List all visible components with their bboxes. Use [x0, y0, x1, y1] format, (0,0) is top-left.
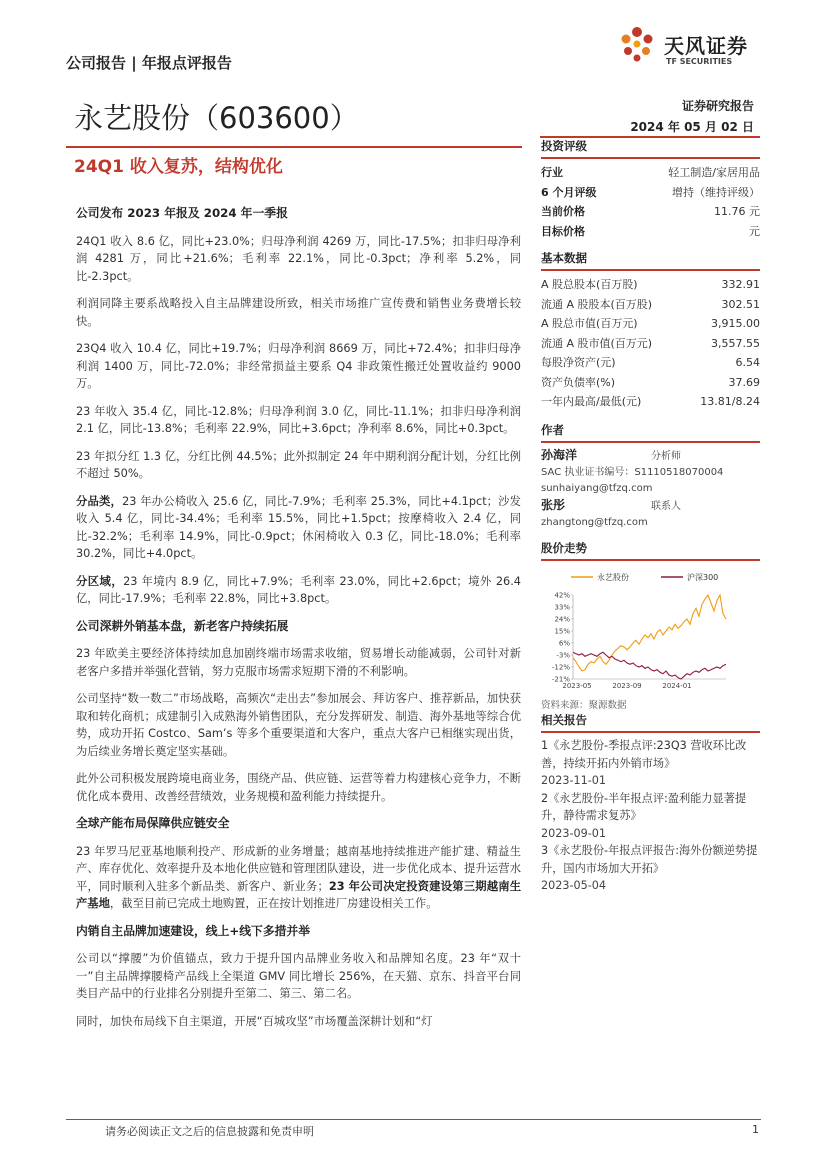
- y-tick-label: -3%: [556, 651, 570, 660]
- related-report-date: 2023-09-01: [541, 826, 607, 840]
- page-number: 1: [752, 1123, 759, 1136]
- paragraph: [76, 493, 521, 563]
- author-name: 张彤: [541, 498, 566, 512]
- basic-data-row: [541, 353, 760, 373]
- paragraph-text: 23 年办公椅收入 25.6 亿，同比-7.9%；毛利率 25.3%，同比+4.1pct；沙发收入 5.4 亿，同比-34.4%；毛利率 15.5%，同比+1.5pct；按摩椅收入 2.4 亿，同比-32.2%；毛利率 14.9%，同比-0.9pct；休闲椅收入 0.3 亿，同比-18.0%；毛利率 30.2%，同比+4.0pct。: [76, 494, 521, 560]
- authors-panel: [541, 422, 760, 531]
- footer-divider: [66, 1119, 761, 1120]
- rating-value: 轻工制造/家居用品: [668, 166, 760, 179]
- report-date: 2024 年 05 月 02 日: [630, 120, 754, 134]
- basic-data-panel: [541, 250, 760, 412]
- basic-data-row: [541, 392, 760, 412]
- basic-data-key: A 股总市值(百万元): [541, 317, 638, 330]
- x-tick-label: 2023-05: [562, 682, 592, 690]
- y-tick-label: 33%: [554, 603, 570, 612]
- price-chart-panel: [541, 540, 760, 711]
- rating-panel: [541, 138, 760, 241]
- rating-key: 6 个月评级: [541, 185, 597, 199]
- series-line: [573, 652, 726, 679]
- logo-flower-icon: [614, 22, 660, 68]
- section-title: 公司发布 2023 年报及 2024 年一季报: [76, 206, 288, 220]
- related-report-title[interactable]: 1《永艺股份-季报点评:23Q3 营收环比改善，持续开拓内外销市场》: [541, 739, 747, 770]
- author-email[interactable]: zhangtong@tfzq.com: [541, 517, 648, 528]
- basic-data-key: 流通 A 股市值(百万元): [541, 336, 653, 350]
- rating-key: 当前价格: [541, 205, 585, 218]
- y-tick-label: 6%: [558, 639, 570, 648]
- basic-data-value: 302.51: [721, 297, 760, 311]
- related-report-title[interactable]: 3《永艺股份-年报点评报告:海外份额逆势提升，国内市场加大开拓》: [541, 844, 758, 875]
- rating-row: [541, 163, 760, 183]
- basic-data-row: [541, 275, 760, 295]
- related-title: 相关报告: [541, 712, 760, 733]
- paragraph-text: 23 年罗马尼亚基地顺利投产、形成新的业务增量；越南基地持续推进产能扩建、精益生产、库存优化、效率提升及本地化供应链和管理团队建设，进一步优化成本、提升运营水平，同时顺利入驻多个新品类、新客户、新业务；: [76, 844, 521, 893]
- rating-row: [541, 222, 760, 242]
- basic-data-key: A 股总股本(百万股): [541, 278, 638, 291]
- basic-data-key: 每股净资产(元): [541, 356, 616, 369]
- main-body: [76, 205, 521, 1040]
- paragraph: [76, 573, 521, 608]
- basic-data-row: [541, 334, 760, 354]
- basic-data-value: 3,557.55: [711, 336, 760, 350]
- y-tick-label: 24%: [554, 615, 570, 624]
- section-title: 公司深耕外销基本盘，新老客户持续拓展: [76, 618, 289, 633]
- paragraph: 23 年拟分红 1.3 亿，分红比例 44.5%；此外拟制定 24 年中期利润分配计划，分红比例不超过 50%。: [76, 449, 521, 480]
- chart-source: 资料来源：聚源数据: [541, 700, 627, 711]
- author-email[interactable]: sunhaiyang@tfzq.com: [541, 483, 653, 494]
- report-type: 证券研究报告: [681, 99, 754, 113]
- basic-data-row: [541, 314, 760, 334]
- tf-securities-logo: [614, 22, 764, 70]
- section-title: 全球产能布局保障供应链安全: [76, 816, 230, 830]
- rating-title: 投资评级: [541, 138, 760, 159]
- rating-key: 目标价格: [541, 224, 585, 238]
- paragraph-lead: 分区域，: [76, 574, 124, 588]
- series-line: [573, 595, 726, 671]
- paragraph: 同时，加快布局线下自主渠道，开展“百城攻坚”市场覆盖深耕计划和“灯: [76, 1014, 433, 1028]
- price-chart: [541, 565, 760, 693]
- author-cert: SAC 执业证书编号：S1110518070004: [541, 467, 724, 478]
- y-tick-label: 15%: [554, 627, 570, 636]
- author-name: 孙海洋: [541, 448, 578, 462]
- basic-data-key: 流通 A 股股本(百万股): [541, 297, 653, 311]
- rating-value: 增持（维持评级）: [672, 185, 760, 199]
- report-headline: 24Q1 收入复苏，结构优化: [74, 157, 283, 177]
- paragraph: 利润同降主要系战略投入自主品牌建设所致，相关市场推广宣传费和销售业务费增长较快。: [76, 297, 521, 328]
- rating-row: [541, 202, 760, 222]
- y-tick-label: 42%: [554, 591, 570, 600]
- logo-text-cn: 天风证券: [664, 34, 748, 58]
- logo-text-en: TF SECURITIES: [666, 57, 733, 66]
- report-category: 公司报告 | 年报点评报告: [66, 54, 232, 72]
- paragraph-highlight: 23 年公司决定投资建设第三期越南生产基地: [76, 879, 521, 910]
- author-2: [541, 497, 760, 531]
- x-tick-label: 2023-09: [612, 682, 642, 690]
- basic-data-title: 基本数据: [541, 250, 760, 271]
- rating-key: 行业: [541, 166, 563, 179]
- basic-data-row: [541, 373, 760, 393]
- related-report-item[interactable]: [541, 842, 760, 895]
- rating-value: 元: [749, 224, 760, 238]
- y-tick-label: -12%: [551, 663, 570, 672]
- related-list: [541, 737, 760, 895]
- company-title: 永艺股份（603600）: [74, 101, 359, 135]
- paragraph: 24Q1 收入 8.6 亿，同比+23.0%；归母净利润 4269 万，同比-17.5%；扣非归母净利润 4281 万，同比+21.6%；毛利率 22.1%，同比-0.3pct；净利率 5.2%，同比-2.3pct。: [76, 234, 521, 283]
- legend-label: 沪深300: [687, 573, 719, 582]
- basic-data-key: 一年内最高/最低(元): [541, 395, 642, 408]
- related-report-date: 2023-11-01: [541, 774, 607, 787]
- disclaimer-text: 请务必阅读正文之后的信息披露和免责申明: [105, 1125, 314, 1138]
- paragraph: 23Q4 收入 10.4 亿，同比+19.7%；归母净利润 8669 万，同比+72.4%；扣非归母净利润 1400 万，同比-72.0%；非经常损益主要系 Q4 非政策性搬迁处置收益约 9000 万。: [76, 342, 521, 390]
- rating-value: 11.76 元: [714, 205, 760, 218]
- author-role: 分析师: [651, 451, 681, 462]
- y-tick-label: -21%: [551, 675, 570, 684]
- basic-data-list: [541, 275, 760, 412]
- related-report-item[interactable]: [541, 737, 760, 790]
- basic-data-value: 332.91: [721, 278, 760, 291]
- paragraph: [76, 843, 521, 913]
- basic-data-value: 13.81/8.24: [700, 395, 760, 408]
- paragraph: 公司以“撑腰”为价值锚点，致力于提升国内品牌业务收入和品牌知名度。23 年“双十一”自主品牌撑腰椅产品线上全渠道 GMV 同比增长 256%，在天猫、京东、抖音平台同类目产品中的行业排名分别提升至第二、第三、第二名。: [76, 952, 521, 1000]
- paragraph: 23 年收入 35.4 亿，同比-12.8%；归母净利润 3.0 亿，同比-11.1%；扣非归母净利润 2.1 亿，同比-13.8%；毛利率 22.9%，同比+3.6pct；净利率 8.6%，同比+0.3pct。: [76, 404, 521, 435]
- paragraph: 此外公司积极发展跨境电商业务，围绕产品、供应链、运营等着力构建核心竞争力，不断优化成本费用、改善经营绩效，业务规模和盈利能力持续提升。: [76, 772, 521, 803]
- legend-label: 永艺股份: [597, 573, 629, 582]
- section-title: 内销自主品牌加速建设，线上+线下多措并举: [76, 923, 311, 938]
- basic-data-row: [541, 295, 760, 315]
- author-1: [541, 447, 760, 497]
- related-report-date: 2023-05-04: [541, 879, 607, 892]
- x-tick-label: 2024-01: [662, 682, 692, 690]
- related-report-title[interactable]: 2《永艺股份-半年报点评:盈利能力显著提升，静待需求复苏》: [541, 791, 747, 822]
- paragraph: 23 年欧美主要经济体持续加息加剧终端市场需求收缩，贸易增长动能减弱，公司针对新老客户多措并举强化营销，努力克服市场需求短期下滑的不利影响。: [76, 647, 521, 678]
- authors-title: 作者: [541, 422, 760, 443]
- paragraph-lead: 分品类，: [76, 494, 123, 508]
- related-report-item[interactable]: [541, 790, 760, 843]
- author-role: 联系人: [651, 501, 681, 512]
- basic-data-value: 37.69: [728, 375, 760, 389]
- rating-row: [541, 183, 760, 203]
- basic-data-value: 3,915.00: [711, 317, 760, 330]
- related-panel: [541, 712, 760, 895]
- paragraph-text: ，截至目前已完成土地购置，正在按计划推进厂房建设相关工作。: [109, 897, 438, 910]
- basic-data-key: 资产负债率(%): [541, 375, 616, 389]
- basic-data-value: 6.54: [735, 356, 760, 369]
- chart-title: 股价走势: [541, 540, 760, 561]
- header-divider: [66, 146, 522, 148]
- paragraph: 公司坚持“数一数二”市场战略，高频次“走出去”参加展会、拜访客户、推荐新品，加快获取和转化商机；成建制引入成熟海外销售团队，充分发挥研发、制造、海外基地等综合优势，成功开拓 Costco、Sam’s 等多个重要渠道和大客户，重点大客户已相继实现出货，为后续业务增长奠定坚实基础。: [76, 692, 521, 758]
- paragraph-text: 23 年境内 8.9 亿，同比+7.9%；毛利率 23.0%，同比+2.6pct；境外 26.4 亿，同比-17.9%；毛利率 22.8%，同比+3.8pct。: [76, 574, 521, 605]
